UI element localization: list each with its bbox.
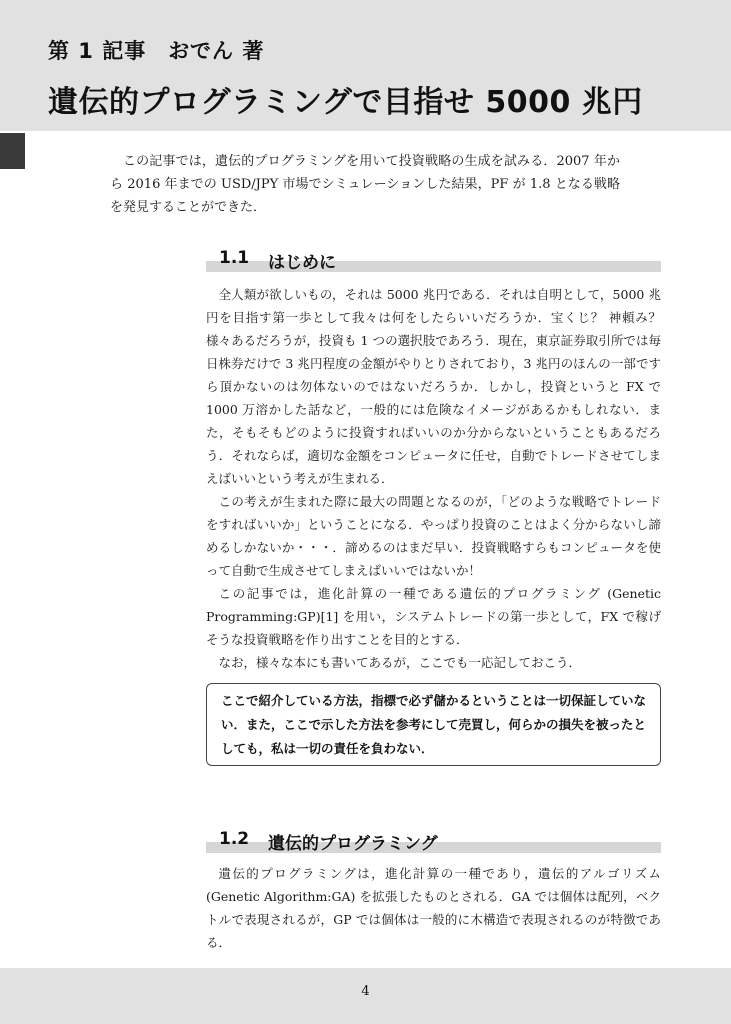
- header-band: [0, 0, 731, 131]
- section-heading-introduction: [206, 246, 661, 272]
- section-heading-genetic-programming: [206, 827, 661, 853]
- chapter-label: 第 1 記事 おでん 著: [48, 39, 265, 63]
- side-tab-marker: [0, 133, 25, 169]
- abstract: [110, 150, 620, 219]
- section-body-genetic-programming: [206, 862, 661, 954]
- paragraph: この考えが生まれた際に最大の問題となるのが，「どのような戦略でトレードをすればいいか」ということになる．やっぱり投資のことはよく分からないし諦めるしかないか・・・．諦めるのはまだ早い．投資戦略すらもコンピュータを使って自動で生成させてしまえばいいではないか！: [206, 494, 661, 578]
- paragraph: 遺伝的プログラミングは，進化計算の一種であり，遺伝的アルゴリズム (Genetic Algorithm:GA) を拡張したものとされる．GA では個体は配列，ベクトルで表現されるが，GP では個体は一般的に木構造で表現されるのが特徴である．: [206, 866, 661, 950]
- abstract-paragraph: この記事では，遺伝的プログラミングを用いて投資戦略の生成を試みる．2007 年から 2016 年までの USD/JPY 市場でシミュレーションした結果，PF が 1.8 となる戦略を発見することができた．: [110, 154, 620, 215]
- paragraph: なお，様々な本にも書いてあるが，ここでも一応記しておこう．: [218, 655, 582, 670]
- disclaimer-box: ここで紹介している方法，指標で必ず儲かるということは一切保証していない．また，ここで示した方法を参考にして売買し，何らかの損失を被ったとしても，私は一切の責任を負わない．: [206, 683, 661, 766]
- section-number: 1.1: [219, 248, 250, 268]
- section-body-introduction: [206, 283, 661, 674]
- paragraph: 全人類が欲しいもの，それは 5000 兆円である．それは自明として，5000 兆円を目指す第一歩として我々は何をしたらいいだろうか．宝くじ？ 神頼み？ 様々あるだろうが，投資も 1 つの選択肢であろう．現在，東京証券取引所では毎日株券だけで 3 兆円程度の金額がやりとりされており，3 兆円のほんの一部ですら頂かないのは勿体ないのではないだろうか．しかし，投資というと FX で 1000 万溶かした話など，一般的には危険なイメージがあるかもしれない．また，そもそもどのように投資すればいいのか分からないということもあるだろう．それならば，適切な金額をコンピュータに任せ，自動でトレードさせてしまえばいいという考えが生まれる．: [206, 287, 661, 486]
- paragraph: この記事では，進化計算の一種である遺伝的プログラミング (Genetic Programming:GP)[1] を用い，システムトレードの第一歩として，FX で稼げそうな投資戦略を作り出すことを目的とする．: [206, 586, 661, 647]
- chapter-title: 遺伝的プログラミングで目指せ 5000 兆円: [48, 85, 643, 120]
- page-number: 4: [361, 984, 370, 999]
- section-title: はじめに: [268, 253, 336, 273]
- section-title: 遺伝的プログラミング: [268, 834, 438, 854]
- section-number: 1.2: [219, 829, 250, 849]
